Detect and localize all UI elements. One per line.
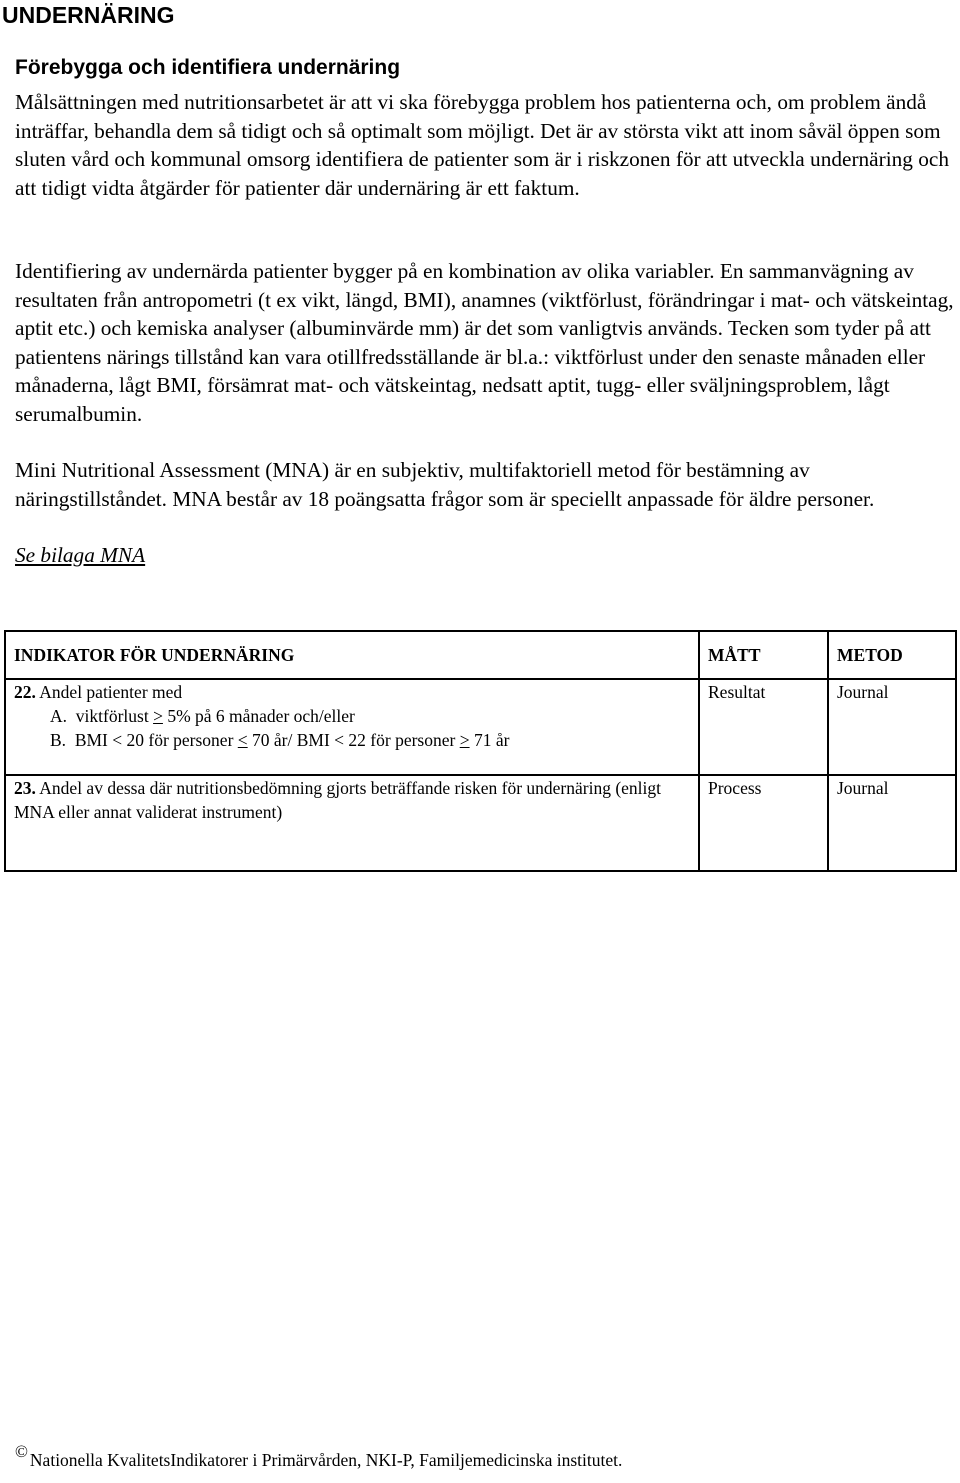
header-metod: METOD xyxy=(828,631,956,679)
footer-text: Nationella KvalitetsIndikatorer i Primärvården, NKI-P, Familjemedicinska institutet. xyxy=(29,1450,623,1470)
indicator-cell xyxy=(5,679,699,775)
table-row xyxy=(5,679,956,775)
indicator-table xyxy=(4,630,957,872)
indicator-text: Andel patienter med xyxy=(35,682,183,702)
copyright-icon: © xyxy=(15,1442,28,1461)
indicator-cell xyxy=(5,775,699,871)
paragraph-mna: Mini Nutritional Assessment (MNA) är en subjektiv, multifaktoriell metod för bestämning av näringstillståndet. MNA består av 18 poängsatta frågor som är speciellt anpassade för äldre personer. xyxy=(15,458,875,511)
table-row xyxy=(5,775,956,871)
paragraph-identification: Identifiering av undernärda patienter bygger på en kombination av olika variabler. En sammanvägning av resultaten från antropometri (t ex vikt, längd, BMI), anamnes (viktförlust, förändringar i mat- och vätskeintag, aptit etc.) och kemiska analyser (albuminvärde mm) är det som vanligtvis används. Tecken som tyder på att patientens närings tillstånd kan vara otillfredsställande är bl.a.: viktförlust under den senaste månaden eller månaderna, lågt BMI, försämrat mat- och vätskeintag, nedsatt aptit, tugg- eller sväljningsproblem, lågt serumalbumin. xyxy=(15,259,954,426)
section-title: Förebygga och identifiera undernäring xyxy=(15,56,401,79)
indicator-line xyxy=(14,680,690,704)
paragraph-intro: Målsättningen med nutritionsarbetet är att vi ska förebygga problem hos patienterna och, om problem ändå inträffar, behandla dem så tidigt och så optimalt som möjligt. Det är av största vikt att inom såväl öppen som sluten vård och kommunal omsorg identifiera de patienter som är i riskzonen för att utveckla undernäring och att tidigt vidta åtgärder för patienter där undernäring är ett faktum. xyxy=(15,90,950,200)
header-indicator: INDIKATOR FÖR UNDERNÄRING xyxy=(5,631,699,679)
mna-appendix-link[interactable]: Se bilaga MNA xyxy=(15,543,146,567)
indicator-number: 23. xyxy=(14,778,36,798)
metod-cell: Journal xyxy=(828,775,956,871)
indicator-number: 22. xyxy=(14,682,36,702)
footer xyxy=(15,1442,623,1473)
indicator-sub-b: B. BMI < 20 för personer < 70 år/ BMI < 22 för personer > 71 år xyxy=(50,730,510,750)
indicator-sub-a: A. viktförlust > 5% på 6 månader och/eller xyxy=(50,706,355,726)
indicator-text: Andel av dessa där nutritionsbedömning gjorts beträffande risken för undernäring (enligt MNA eller annat validerat instrument) xyxy=(14,778,662,822)
matt-cell: Resultat xyxy=(699,679,828,775)
table-header-row xyxy=(5,631,956,679)
matt-cell: Process xyxy=(699,775,828,871)
header-matt: MÅTT xyxy=(699,631,828,679)
metod-cell: Journal xyxy=(828,679,956,775)
document-title: UNDERNÄRING xyxy=(2,2,175,28)
